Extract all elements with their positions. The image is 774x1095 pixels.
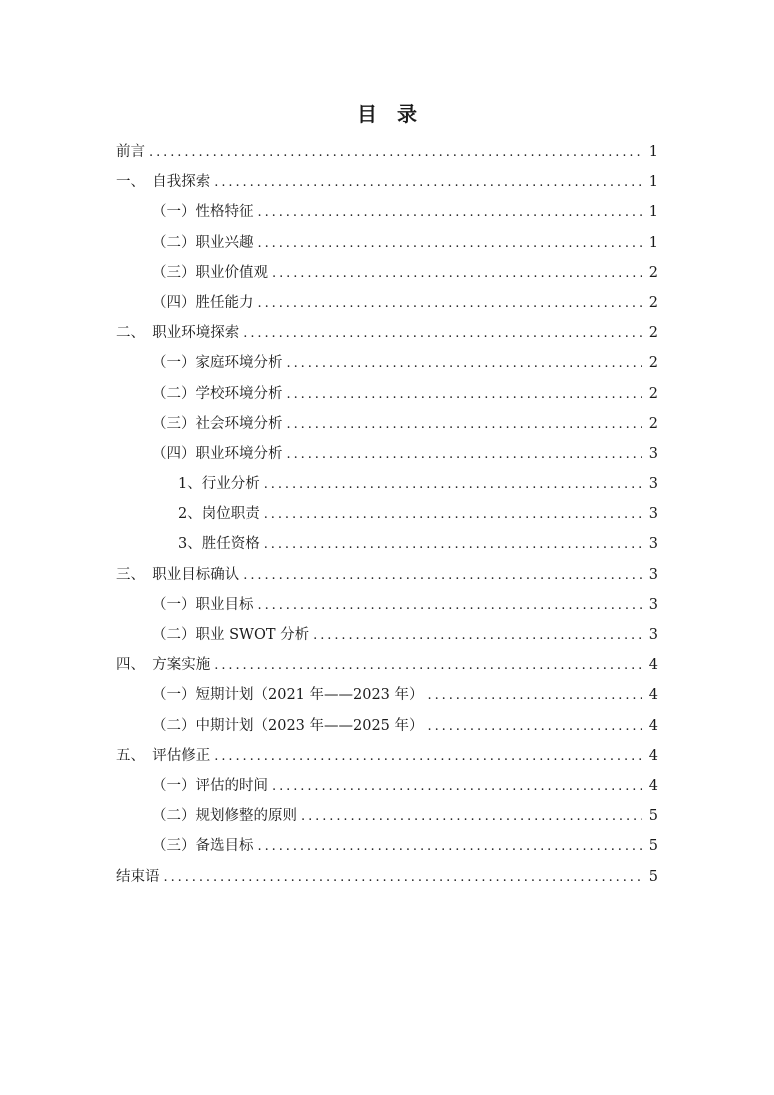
toc-entry[interactable] — [116, 862, 658, 892]
toc-entry-label: （二）学校环境分析 — [152, 385, 283, 402]
dot-leader — [164, 863, 643, 893]
toc-entry[interactable] — [116, 831, 658, 861]
toc-entry[interactable] — [116, 167, 658, 197]
dot-leader — [214, 168, 642, 198]
toc-entry[interactable] — [116, 439, 658, 469]
dot-leader — [258, 198, 643, 228]
toc-page-number: 3 — [648, 536, 658, 553]
toc-entry[interactable] — [116, 529, 658, 559]
toc-entry[interactable] — [116, 228, 658, 258]
toc-page-number: 4 — [648, 717, 658, 734]
toc-page-number: 3 — [648, 476, 658, 493]
toc-entry[interactable] — [116, 288, 658, 318]
toc-entry[interactable] — [116, 711, 658, 741]
toc-entry[interactable] — [116, 560, 658, 590]
toc-entry[interactable] — [116, 771, 658, 801]
table-of-contents — [116, 137, 658, 892]
toc-page-number: 3 — [648, 506, 658, 523]
toc-page-number: 2 — [648, 294, 658, 311]
toc-entry[interactable] — [116, 258, 658, 288]
dot-leader — [287, 410, 643, 440]
toc-entry[interactable] — [116, 409, 658, 439]
toc-entry-label: 2、岗位职责 — [178, 506, 260, 523]
toc-entry[interactable] — [116, 197, 658, 227]
toc-page-number: 1 — [648, 204, 658, 221]
dot-leader — [264, 500, 642, 530]
toc-page-number: 1 — [648, 234, 658, 251]
toc-page-number: 5 — [648, 808, 658, 825]
toc-page-number: 1 — [648, 174, 658, 191]
toc-page-number: 5 — [648, 868, 658, 885]
dot-leader — [258, 832, 643, 862]
toc-page-number: 3 — [648, 566, 658, 583]
toc-title: 目 录 — [357, 102, 417, 126]
toc-entry-label: （三）职业价值观 — [152, 264, 268, 281]
toc-page-number: 4 — [648, 777, 658, 794]
toc-entry[interactable] — [116, 590, 658, 620]
toc-entry[interactable] — [116, 137, 658, 167]
toc-page-number: 5 — [648, 838, 658, 855]
toc-entry-label: （一）短期计划（2021 年——2023 年） — [152, 687, 424, 704]
toc-entry[interactable] — [116, 499, 658, 529]
toc-entry-label: （二）职业兴趣 — [152, 234, 254, 251]
dot-leader — [258, 229, 643, 259]
dot-leader — [272, 259, 642, 289]
toc-entry-label: （二）规划修整的原则 — [152, 808, 297, 825]
toc-entry-label: （三）社会环境分析 — [152, 415, 283, 432]
toc-entry-label: 三、 职业目标确认 — [116, 566, 240, 583]
toc-entry[interactable] — [116, 741, 658, 771]
dot-leader — [149, 138, 642, 168]
toc-entry-label: （二）中期计划（2023 年——2025 年） — [152, 717, 424, 734]
toc-entry-label: （四）职业环境分析 — [152, 445, 283, 462]
dot-leader — [287, 380, 643, 410]
dot-leader — [214, 651, 642, 681]
toc-entry-label: 结束语 — [116, 868, 160, 885]
toc-entry-label: （三）备选目标 — [152, 838, 254, 855]
toc-entry[interactable] — [116, 348, 658, 378]
toc-page-number: 2 — [648, 325, 658, 342]
toc-entry[interactable] — [116, 801, 658, 831]
toc-page-number: 2 — [648, 385, 658, 402]
toc-entry-label: （一）评估的时间 — [152, 777, 268, 794]
dot-leader — [428, 712, 642, 742]
toc-entry-label: 二、 职业环境探索 — [116, 325, 240, 342]
toc-entry[interactable] — [116, 620, 658, 650]
toc-entry-label: （二）职业 SWOT 分析 — [152, 627, 310, 643]
toc-page-number: 3 — [648, 445, 658, 462]
toc-entry[interactable] — [116, 318, 658, 348]
toc-entry-label: 3、胜任资格 — [178, 536, 260, 553]
toc-entry[interactable] — [116, 469, 658, 499]
toc-page-number: 3 — [648, 627, 658, 643]
toc-entry-label: （一）职业目标 — [152, 596, 254, 613]
toc-page-number: 2 — [648, 264, 658, 281]
toc-entry[interactable] — [116, 680, 658, 710]
dot-leader — [264, 470, 642, 500]
dot-leader — [301, 802, 642, 832]
toc-page-number: 4 — [648, 747, 658, 764]
toc-entry-label: （一）性格特征 — [152, 204, 254, 221]
toc-entry-label: 1、行业分析 — [178, 476, 260, 493]
toc-page-number: 2 — [648, 355, 658, 372]
dot-leader — [243, 319, 642, 349]
dot-leader — [287, 440, 643, 470]
toc-entry-label: （一）家庭环境分析 — [152, 355, 283, 372]
dot-leader — [428, 681, 642, 711]
dot-leader — [258, 289, 643, 319]
toc-page-number: 4 — [648, 657, 658, 674]
toc-entry[interactable] — [116, 379, 658, 409]
toc-entry-label: （四）胜任能力 — [152, 294, 254, 311]
toc-entry-label: 五、 评估修正 — [116, 747, 211, 764]
dot-leader — [243, 561, 642, 591]
toc-entry-label: 四、 方案实施 — [116, 657, 211, 674]
toc-page-number: 3 — [648, 596, 658, 613]
toc-page-number: 2 — [648, 415, 658, 432]
toc-entry-label: 前言 — [116, 144, 145, 160]
dot-leader — [264, 530, 642, 560]
dot-leader — [214, 742, 642, 772]
toc-page-number: 1 — [648, 144, 658, 160]
toc-page-number: 4 — [648, 687, 658, 704]
dot-leader — [313, 621, 642, 651]
dot-leader — [258, 591, 643, 621]
dot-leader — [287, 349, 643, 379]
dot-leader — [272, 772, 642, 802]
toc-entry-label: 一、 自我探索 — [116, 174, 211, 191]
toc-entry[interactable] — [116, 650, 658, 680]
